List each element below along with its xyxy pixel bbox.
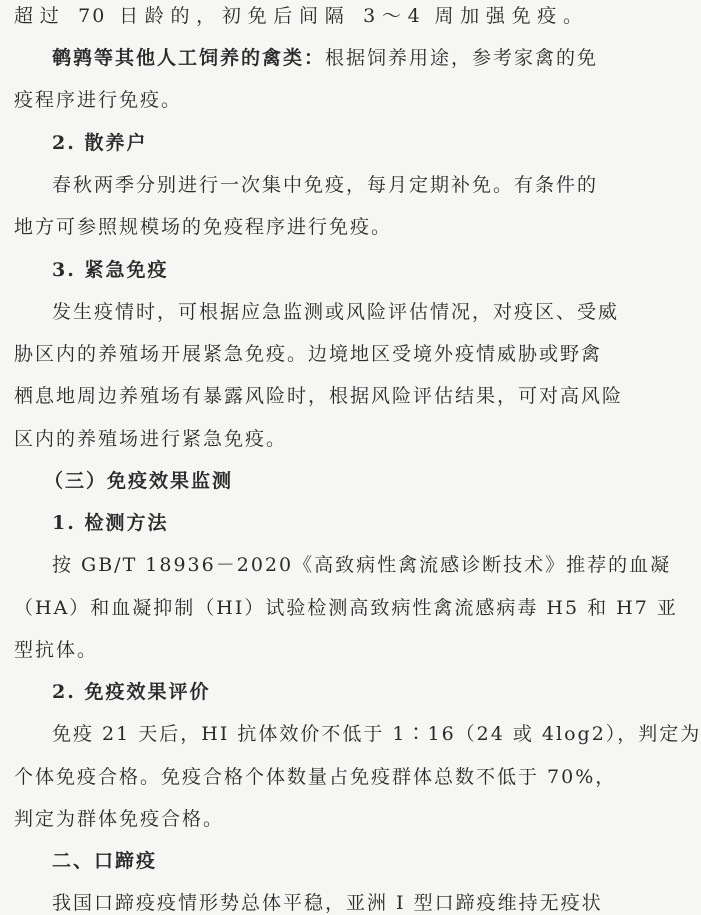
body-text-line: 春秋两季分别进行一次集中免疫，每月定期补免。有条件的 — [52, 174, 599, 196]
body-text-line: 栖息地周边养殖场有暴露风险时，根据风险评估结果，可对高风险 — [14, 385, 624, 407]
chapter-heading: 二、口蹄疫 — [52, 850, 158, 872]
body-text-line: 个体免疫合格。免疫合格个体数量占免疫群体总数不低于 70%， — [14, 766, 617, 788]
section-heading: 3. 紧急免疫 — [52, 259, 169, 281]
body-text-line: 区内的养殖场进行紧急免疫。 — [14, 428, 288, 450]
subsection-heading: （三）免疫效果监测 — [44, 470, 234, 492]
body-text-line: 型抗体。 — [14, 639, 99, 661]
section-heading: 2. 散养户 — [52, 132, 148, 154]
section-heading: 2. 免疫效果评价 — [52, 681, 211, 703]
body-text: 根据饲养用途，参考家禽的免 — [325, 47, 599, 69]
body-text-line: 免疫 21 天后，HI 抗体效价不低于 1∶16（24 或 4log2），判定为 — [52, 723, 701, 745]
body-text-line: 地方可参照规模场的免疫程序进行免疫。 — [14, 216, 393, 238]
body-text-line: 我国口蹄疫疫情形势总体平稳，亚洲 I 型口蹄疫维持无疫状 — [52, 892, 603, 914]
body-text-line: 胁区内的养殖场开展紧急免疫。边境地区受境外疫情威胁或野禽 — [14, 343, 603, 365]
body-text-line: 疫程序进行免疫。 — [14, 89, 183, 111]
body-text-line: 超过 70 日龄的，初免后间隔 3～4 周加强免疫。 — [14, 5, 584, 27]
body-text-line: 按 GB/T 18936－2020《高致病性禽流感诊断技术》推荐的血凝 — [52, 554, 672, 576]
body-text-line: 判定为群体免疫合格。 — [14, 808, 225, 830]
body-text-line: 发生疫情时，可根据应急监测或风险评估情况，对疫区、受威 — [52, 301, 620, 323]
body-text-line-with-lead — [14, 46, 599, 70]
section-heading: 1. 检测方法 — [52, 512, 169, 534]
inline-bold-lead: 鹌鹑等其他人工饲养的禽类： — [52, 47, 326, 69]
body-text-line: （HA）和血凝抑制（HI）试验检测高致病性禽流感病毒 H5 和 H7 亚 — [14, 597, 678, 619]
